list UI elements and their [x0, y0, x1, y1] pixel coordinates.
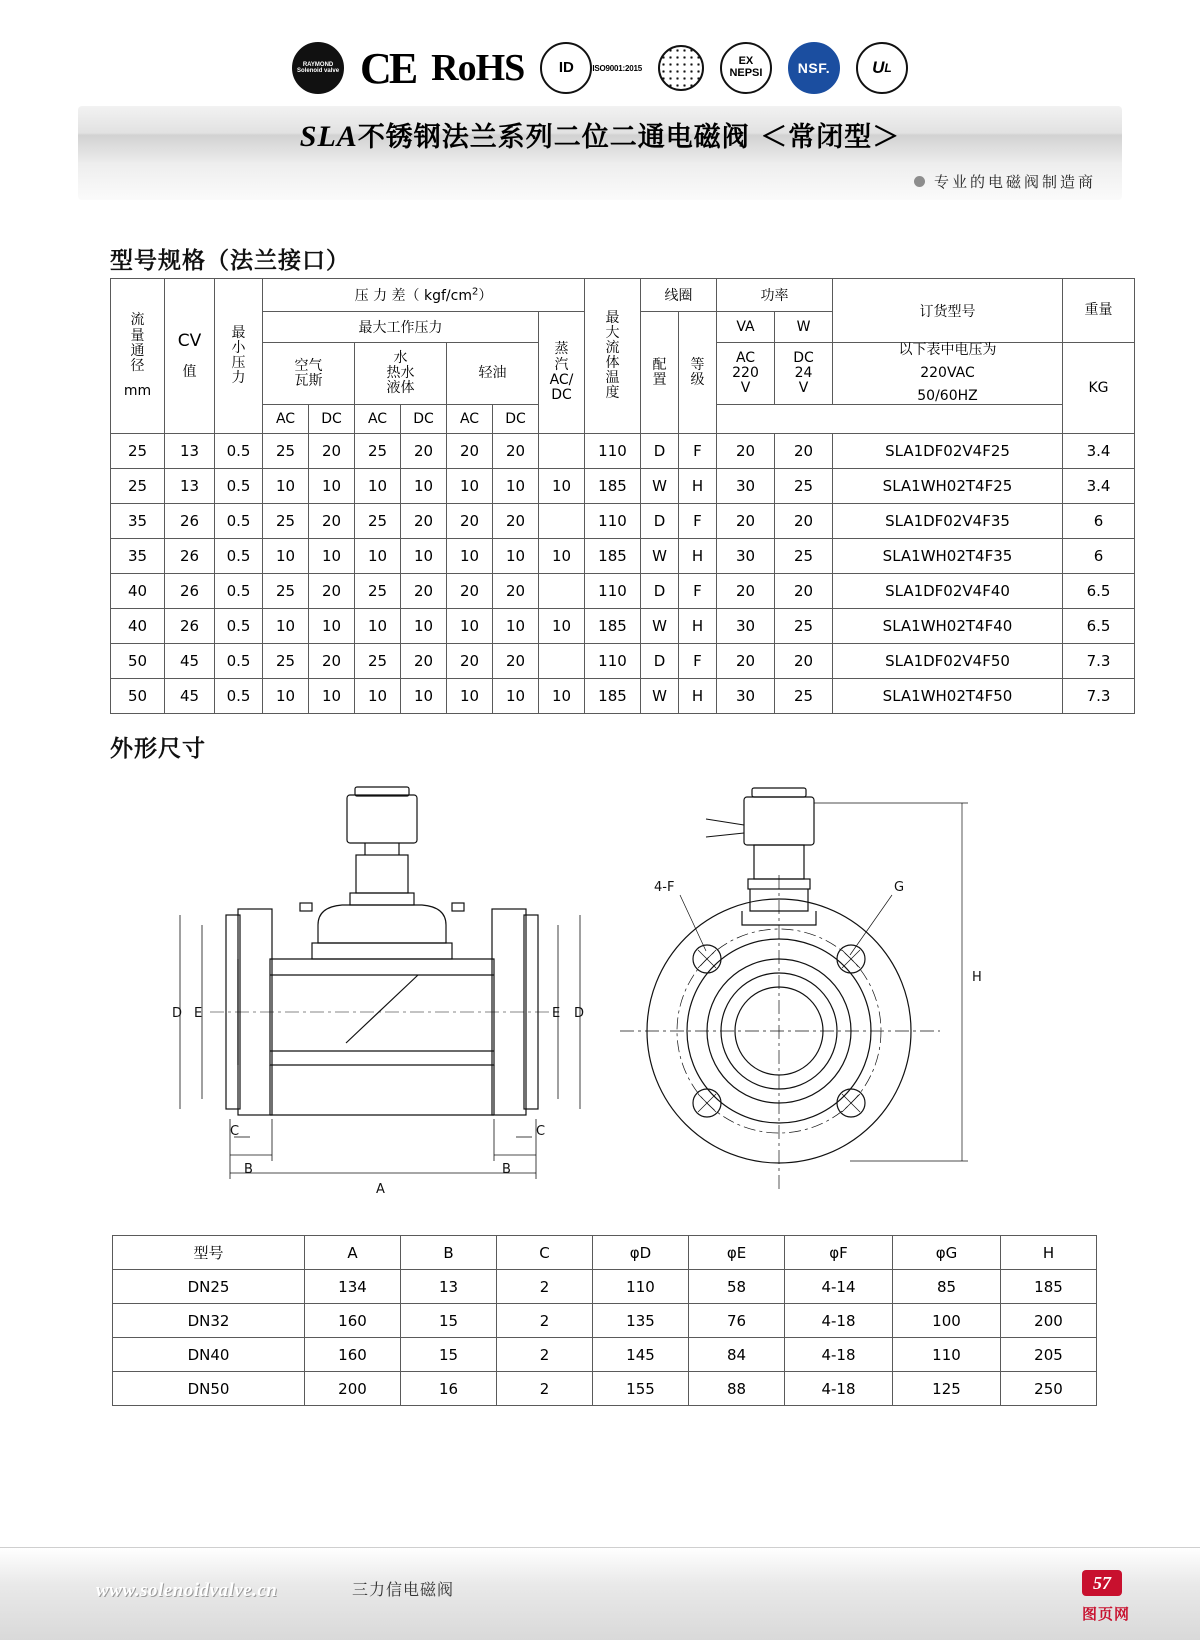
header-dc24v: DC 24 V: [775, 343, 833, 405]
cell-oil-ac: 20: [447, 644, 493, 679]
certification-strip: [0, 34, 1200, 102]
header-power: 功率: [717, 279, 833, 312]
cell-oil-dc: 20: [493, 504, 539, 539]
cell-water-ac: 25: [355, 644, 401, 679]
cell-oil-dc: 10: [493, 469, 539, 504]
page-subtitle: 专业的电磁阀制造商: [933, 172, 1096, 191]
cell-model: SLA1WH02T4F50: [833, 679, 1063, 714]
cell-model: SLA1WH02T4F40: [833, 609, 1063, 644]
iso-sub-label: ISO9001:2015: [592, 64, 642, 73]
cell-water-ac: 25: [355, 434, 401, 469]
dim-cell-b: 13: [401, 1270, 497, 1304]
cell-temp: 110: [585, 504, 641, 539]
dim-cell-e: 88: [689, 1372, 785, 1406]
cell-model: SLA1DF02V4F35: [833, 504, 1063, 539]
cell-water-dc: 10: [401, 539, 447, 574]
cell-min-pressure: 0.5: [215, 609, 263, 644]
header-water-dc: DC: [401, 405, 447, 434]
cell-w: 20: [775, 644, 833, 679]
cell-air-dc: 20: [309, 644, 355, 679]
table-row: [111, 679, 1135, 714]
raymond-seal-icon: RAYMOND Solenoid valve: [292, 42, 344, 94]
dim-cell-e: 58: [689, 1270, 785, 1304]
cell-va: 30: [717, 679, 775, 714]
header-min-pressure: 最 小 压 力: [215, 279, 263, 434]
dim-header-model: 型号: [113, 1236, 305, 1270]
cell-config: W: [641, 679, 679, 714]
dim-header-g: φG: [893, 1236, 1001, 1270]
dim-cell-b: 16: [401, 1372, 497, 1406]
dim-header-e: φE: [689, 1236, 785, 1270]
cell-w: 25: [775, 469, 833, 504]
cell-steam: 10: [539, 469, 585, 504]
footer-website-url: www.solenoidvalve.cn: [96, 1580, 278, 1601]
header-air-gas: 空气 瓦斯: [263, 343, 355, 405]
table-row: [111, 574, 1135, 609]
dim-cell-c: 2: [497, 1338, 593, 1372]
dim-cell-d: 110: [593, 1270, 689, 1304]
cell-oil-dc: 10: [493, 539, 539, 574]
cell-oil-ac: 20: [447, 434, 493, 469]
header-steam: 蒸 汽 AC/ DC: [539, 312, 585, 434]
cell-min-pressure: 0.5: [215, 539, 263, 574]
header-pressure-diff: 压 力 差（ kgf/$cm^2$）: [263, 279, 585, 312]
cell-weight: 6.5: [1063, 574, 1135, 609]
cell-air-ac: 10: [263, 609, 309, 644]
cell-water-dc: 20: [401, 434, 447, 469]
cell-temp: 185: [585, 539, 641, 574]
cell-min-pressure: 0.5: [215, 434, 263, 469]
header-ac220v: AC 220 V: [717, 343, 775, 405]
cell-model: SLA1WH02T4F35: [833, 539, 1063, 574]
dim-cell-a: 134: [305, 1270, 401, 1304]
cell-air-dc: 10: [309, 679, 355, 714]
cell-water-dc: 10: [401, 609, 447, 644]
label-c-right: C: [536, 1124, 546, 1139]
label-c-left: C: [230, 1124, 240, 1139]
header-oil-dc: DC: [493, 405, 539, 434]
dim-cell-d: 155: [593, 1372, 689, 1406]
page-title-bar: [78, 106, 1122, 162]
cell-diameter: 40: [111, 609, 165, 644]
cell-config: D: [641, 644, 679, 679]
dim-cell-b: 15: [401, 1338, 497, 1372]
header-order-note: 以下表中电压为 220VAC 50/60HZ: [833, 343, 1063, 405]
cell-oil-dc: 10: [493, 609, 539, 644]
cell-va: 20: [717, 434, 775, 469]
cell-weight: 6: [1063, 539, 1135, 574]
cell-diameter: 50: [111, 679, 165, 714]
cell-air-ac: 25: [263, 434, 309, 469]
cell-w: 25: [775, 679, 833, 714]
header-va: VA: [717, 312, 775, 343]
cell-weight: 6.5: [1063, 609, 1135, 644]
header-water: 水 热水 液体: [355, 343, 447, 405]
dim-cell-e: 84: [689, 1338, 785, 1372]
iso-circle: ID: [540, 42, 592, 94]
dim-cell-f: 4-18: [785, 1304, 893, 1338]
cell-config: D: [641, 574, 679, 609]
page-title-suffix: ＜常闭型＞: [760, 121, 901, 153]
cell-va: 30: [717, 539, 775, 574]
table-row: [111, 609, 1135, 644]
cell-min-pressure: 0.5: [215, 504, 263, 539]
dim-cell-g: 110: [893, 1338, 1001, 1372]
site-watermark-label: 图页网: [1081, 1605, 1130, 1623]
cell-air-ac: 25: [263, 574, 309, 609]
header-weight-unit: KG: [1063, 343, 1135, 434]
cell-air-ac: 10: [263, 469, 309, 504]
specification-table: [110, 278, 1135, 714]
cell-grade: H: [679, 609, 717, 644]
dim-cell-c: 2: [497, 1372, 593, 1406]
label-e-right: E: [552, 1006, 561, 1021]
dim-cell-d: 135: [593, 1304, 689, 1338]
cell-va: 20: [717, 644, 775, 679]
cell-water-dc: 10: [401, 679, 447, 714]
cell-temp: 110: [585, 644, 641, 679]
label-b-left: B: [244, 1162, 253, 1177]
dim-cell-h: 205: [1001, 1338, 1097, 1372]
header-light-oil: 轻油: [447, 343, 539, 405]
ex-nepsi-mark-icon: EX NEPSI: [720, 42, 772, 94]
table-row: [111, 644, 1135, 679]
cell-min-pressure: 0.5: [215, 469, 263, 504]
dim-header-a: A: [305, 1236, 401, 1270]
nsf-mark-icon: NSF.: [788, 42, 840, 94]
dim-cell-a: 200: [305, 1372, 401, 1406]
cell-diameter: 35: [111, 504, 165, 539]
cell-grade: F: [679, 434, 717, 469]
site-watermark: [1082, 1603, 1130, 1624]
dim-cell-e: 76: [689, 1304, 785, 1338]
dim-header-h: H: [1001, 1236, 1097, 1270]
dim-cell-model: DN25: [113, 1270, 305, 1304]
footer-company-name: 三力信电磁阀: [352, 1580, 455, 1599]
page-title: [300, 115, 900, 154]
cell-diameter: 25: [111, 469, 165, 504]
cell-cv: 26: [165, 574, 215, 609]
dim-cell-f: 4-18: [785, 1372, 893, 1406]
cell-water-ac: 25: [355, 504, 401, 539]
cell-cv: 45: [165, 679, 215, 714]
dim-cell-a: 160: [305, 1338, 401, 1372]
cell-air-dc: 10: [309, 469, 355, 504]
cell-config: W: [641, 469, 679, 504]
cell-steam: 10: [539, 609, 585, 644]
cell-diameter: 40: [111, 574, 165, 609]
cell-water-ac: 10: [355, 609, 401, 644]
label-h: H: [972, 970, 982, 985]
cell-model: SLA1DF02V4F50: [833, 644, 1063, 679]
cell-weight: 7.3: [1063, 644, 1135, 679]
cell-water-ac: 25: [355, 574, 401, 609]
header-oil-ac: AC: [447, 405, 493, 434]
cell-oil-ac: 10: [447, 539, 493, 574]
cell-oil-ac: 10: [447, 679, 493, 714]
bullet-icon: [914, 176, 925, 187]
dim-cell-g: 85: [893, 1270, 1001, 1304]
dim-cell-g: 100: [893, 1304, 1001, 1338]
label-b-right: B: [502, 1162, 511, 1177]
header-max-working-pressure: 最大工作压力: [263, 312, 539, 343]
cell-cv: 13: [165, 469, 215, 504]
cell-oil-dc: 20: [493, 574, 539, 609]
dim-cell-a: 160: [305, 1304, 401, 1338]
dim-cell-f: 4-18: [785, 1338, 893, 1372]
cell-w: 25: [775, 609, 833, 644]
cell-grade: F: [679, 644, 717, 679]
cell-model: SLA1DF02V4F40: [833, 574, 1063, 609]
cell-steam: [539, 434, 585, 469]
cell-temp: 185: [585, 609, 641, 644]
label-e-left: E: [194, 1006, 203, 1021]
cell-grade: F: [679, 574, 717, 609]
cell-va: 20: [717, 504, 775, 539]
cell-weight: 3.4: [1063, 469, 1135, 504]
cell-water-ac: 10: [355, 679, 401, 714]
table-row: [111, 539, 1135, 574]
label-d-right: D: [574, 1006, 585, 1021]
header-flow-diameter: 流 量 通 径 mm: [111, 279, 165, 434]
cell-grade: F: [679, 504, 717, 539]
cell-temp: 185: [585, 469, 641, 504]
spec-section-heading: 型号规格（法兰接口）: [110, 248, 350, 274]
cell-config: W: [641, 609, 679, 644]
label-d-left: D: [172, 1006, 183, 1021]
cell-va: 30: [717, 469, 775, 504]
header-air-dc: DC: [309, 405, 355, 434]
page-title-main: 不锈钢法兰系列二位二通电磁阀: [357, 121, 750, 153]
dim-header-d: φD: [593, 1236, 689, 1270]
header-coil-config: 配 置: [641, 312, 679, 434]
cell-model: SLA1WH02T4F25: [833, 469, 1063, 504]
cell-min-pressure: 0.5: [215, 679, 263, 714]
cell-cv: 26: [165, 504, 215, 539]
dimension-table: [112, 1235, 1097, 1406]
table-row: [113, 1270, 1097, 1304]
cell-config: D: [641, 504, 679, 539]
cell-weight: 6: [1063, 504, 1135, 539]
dim-cell-h: 185: [1001, 1270, 1097, 1304]
dim-cell-f: 4-14: [785, 1270, 893, 1304]
cell-air-ac: 25: [263, 504, 309, 539]
page-subtitle-bar: [78, 162, 1122, 200]
ce-mark-icon: CE: [360, 43, 416, 93]
header-coil: 线圈: [641, 279, 717, 312]
cell-grade: H: [679, 469, 717, 504]
dim-cell-h: 250: [1001, 1372, 1097, 1406]
cell-cv: 26: [165, 609, 215, 644]
cell-w: 20: [775, 504, 833, 539]
cell-steam: [539, 644, 585, 679]
dim-header-b: B: [401, 1236, 497, 1270]
header-weight: 重量: [1063, 279, 1135, 343]
dimension-drawing: [150, 775, 1050, 1215]
cell-config: W: [641, 539, 679, 574]
cell-water-dc: 20: [401, 504, 447, 539]
table-row: [113, 1338, 1097, 1372]
cell-diameter: 35: [111, 539, 165, 574]
cell-w: 20: [775, 434, 833, 469]
cell-min-pressure: 0.5: [215, 574, 263, 609]
dim-cell-model: DN40: [113, 1338, 305, 1372]
cell-oil-dc: 20: [493, 434, 539, 469]
cell-temp: 185: [585, 679, 641, 714]
header-air-ac: AC: [263, 405, 309, 434]
dim-cell-d: 145: [593, 1338, 689, 1372]
cell-oil-ac: 10: [447, 469, 493, 504]
table-row: [111, 469, 1135, 504]
cell-min-pressure: 0.5: [215, 644, 263, 679]
ul-mark-icon: U L: [856, 42, 908, 94]
dim-cell-model: DN50: [113, 1372, 305, 1406]
cell-steam: [539, 574, 585, 609]
cell-steam: 10: [539, 539, 585, 574]
cell-steam: 10: [539, 679, 585, 714]
cell-steam: [539, 504, 585, 539]
cell-air-dc: 10: [309, 609, 355, 644]
cell-grade: H: [679, 679, 717, 714]
label-4f: 4-F: [654, 880, 675, 895]
cell-weight: 3.4: [1063, 434, 1135, 469]
dim-header-row: [113, 1236, 1097, 1270]
cell-temp: 110: [585, 434, 641, 469]
cell-oil-ac: 10: [447, 609, 493, 644]
cell-water-ac: 10: [355, 539, 401, 574]
dim-cell-b: 15: [401, 1304, 497, 1338]
cell-cv: 13: [165, 434, 215, 469]
dim-cell-g: 125: [893, 1372, 1001, 1406]
dim-cell-model: DN32: [113, 1304, 305, 1338]
dimension-section-heading: 外形尺寸: [110, 736, 206, 762]
cell-water-dc: 20: [401, 644, 447, 679]
cell-air-ac: 25: [263, 644, 309, 679]
dim-cell-c: 2: [497, 1304, 593, 1338]
cell-water-dc: 20: [401, 574, 447, 609]
cell-w: 20: [775, 574, 833, 609]
cell-grade: H: [679, 539, 717, 574]
cell-oil-dc: 10: [493, 679, 539, 714]
cell-air-ac: 10: [263, 679, 309, 714]
header-max-temp: 最 大 流 体 温 度: [585, 279, 641, 434]
header-coil-grade: 等 级: [679, 312, 717, 434]
header-water-ac: AC: [355, 405, 401, 434]
rohs-mark-icon: RoHS: [431, 47, 525, 89]
cell-water-dc: 10: [401, 469, 447, 504]
table-row: [113, 1304, 1097, 1338]
cell-diameter: 50: [111, 644, 165, 679]
cell-air-dc: 20: [309, 504, 355, 539]
cell-model: SLA1DF02V4F25: [833, 434, 1063, 469]
cell-diameter: 25: [111, 434, 165, 469]
page-number-badge: 57: [1082, 1570, 1122, 1596]
header-cv: CV 值: [165, 279, 215, 434]
cell-oil-ac: 20: [447, 504, 493, 539]
cell-config: D: [641, 434, 679, 469]
dim-header-f: φF: [785, 1236, 893, 1270]
dim-header-c: C: [497, 1236, 593, 1270]
page-title-prefix: SLA: [299, 119, 358, 153]
cell-cv: 45: [165, 644, 215, 679]
dim-cell-c: 2: [497, 1270, 593, 1304]
label-g: G: [894, 880, 905, 895]
table-row: [113, 1372, 1097, 1406]
table-row: [111, 434, 1135, 469]
cell-temp: 110: [585, 574, 641, 609]
dim-cell-h: 200: [1001, 1304, 1097, 1338]
iso9001-mark-icon: [540, 42, 642, 94]
cell-air-dc: 20: [309, 574, 355, 609]
label-a: A: [376, 1182, 385, 1197]
header-w: W: [775, 312, 833, 343]
cell-va: 30: [717, 609, 775, 644]
cell-oil-dc: 20: [493, 644, 539, 679]
cell-weight: 7.3: [1063, 679, 1135, 714]
cell-water-ac: 10: [355, 469, 401, 504]
dot-grid-mark-icon: [658, 45, 704, 91]
cell-air-dc: 10: [309, 539, 355, 574]
cell-va: 20: [717, 574, 775, 609]
cell-oil-ac: 20: [447, 574, 493, 609]
table-row: [111, 504, 1135, 539]
cell-cv: 26: [165, 539, 215, 574]
cell-air-dc: 20: [309, 434, 355, 469]
header-order-model: 订货型号: [833, 279, 1063, 343]
cell-w: 25: [775, 539, 833, 574]
cell-air-ac: 10: [263, 539, 309, 574]
